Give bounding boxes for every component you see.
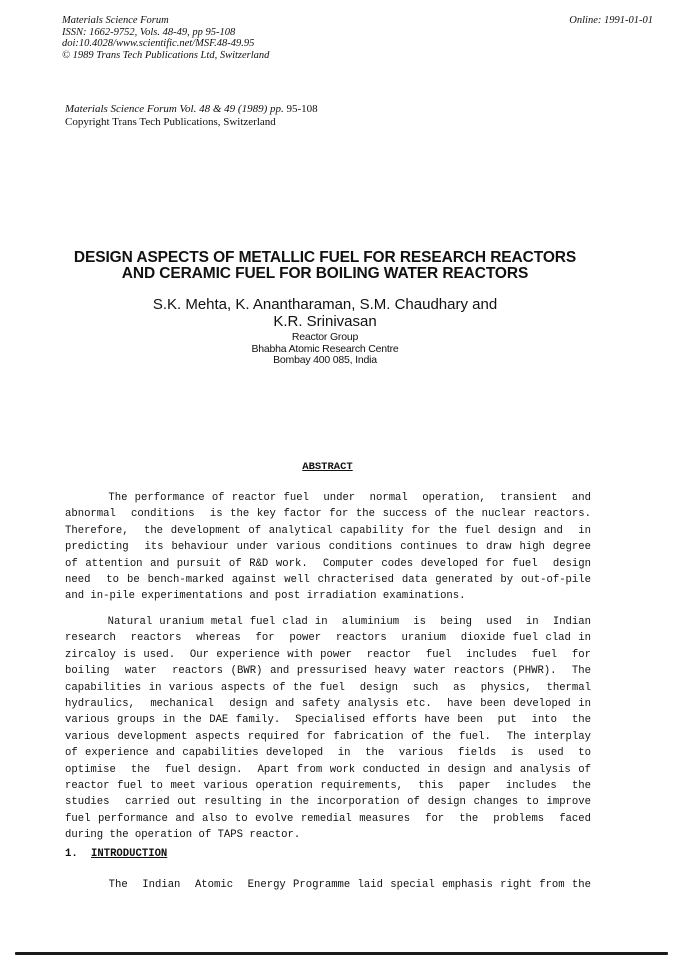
authors-line-2: K.R. Srinivasan bbox=[273, 313, 377, 330]
header-meta-left bbox=[62, 15, 269, 61]
copyright-line: © 1989 Trans Tech Publications Ltd, Switzerland bbox=[62, 49, 270, 61]
citation-block bbox=[65, 103, 318, 129]
text-line: boiling water reactors (BWR) and pressurised heavy water reactors (PHWR). The bbox=[65, 665, 591, 678]
affiliation-address: Bombay 400 085, India bbox=[273, 354, 377, 366]
affiliation-group: Reactor Group bbox=[291, 331, 359, 343]
text-line: research reactors whereas for power reactors uranium dioxide fuel clad in bbox=[65, 632, 591, 645]
text-line: during the operation of TAPS reactor. bbox=[65, 829, 301, 842]
text-line: various groups in the DAE family. Specialised efforts have been put into the bbox=[65, 714, 591, 727]
text-line: hydraulics, mechanical design and safety analysis etc. have been developed in bbox=[65, 698, 591, 711]
abstract-heading: ABSTRACT bbox=[302, 461, 353, 473]
text-line: studies carried out resulting in the incorporation of design changes to improve bbox=[65, 796, 591, 809]
online-date: Online: 1991-01-01 bbox=[569, 15, 653, 26]
text-line: The Indian Atomic Energy Programme laid special emphasis right from the bbox=[65, 879, 591, 891]
text-line: Natural uranium metal fuel clad in aluminium is being used in Indian bbox=[65, 616, 591, 628]
text-line: The performance of reactor fuel under normal operation, transient and bbox=[65, 492, 591, 504]
footer-rule bbox=[15, 952, 668, 955]
citation-line bbox=[65, 103, 318, 116]
affiliation bbox=[0, 332, 650, 367]
authors bbox=[0, 296, 650, 330]
affiliation-institution: Bhabha Atomic Research Centre bbox=[251, 342, 399, 355]
text-line: of experience and capabilities developed in the various fields is used to bbox=[65, 747, 591, 760]
authors-line-1: S.K. Mehta, K. Anantharaman, S.M. Chaudhary and bbox=[152, 296, 498, 313]
citation-journal: Materials Science Forum Vol. 48 & 49 (1989) pp. bbox=[65, 103, 284, 115]
text-line: need to be bench-marked against well chracterised data generated by out-of-pile bbox=[65, 574, 591, 587]
text-line: capabilities in various aspects of the fuel design such as physics, thermal bbox=[65, 681, 591, 694]
abstract-paragraph-1 bbox=[65, 490, 591, 605]
text-line: Therefore, the development of analytical capability for the fuel design and in bbox=[65, 524, 591, 537]
citation-pages: 95-108 bbox=[283, 103, 318, 115]
text-line: reactor fuel to meet various operation requirements, this paper includes the bbox=[65, 780, 591, 793]
title-line-2: AND CERAMIC FUEL FOR BOILING WATER REACTORS bbox=[121, 265, 529, 282]
text-line: predicting its behaviour under various conditions continues to draw high degree bbox=[65, 541, 591, 554]
text-line: fuel performance and also to evolve remedial measures for the problems faced bbox=[65, 812, 591, 825]
text-line: various development aspects required for fabrication of the fuel. The interplay bbox=[65, 730, 591, 743]
paper-title bbox=[0, 250, 650, 282]
text-line: optimise the fuel design. Apart from work conducted in design and analysis of bbox=[65, 763, 591, 776]
abstract-paragraph-2 bbox=[65, 614, 591, 844]
issn-line: ISSN: 1662-9752, Vols. 48-49, pp 95-108 bbox=[62, 26, 236, 38]
section-heading-introduction bbox=[65, 848, 167, 860]
citation-copyright: Copyright Trans Tech Publications, Switzerland bbox=[65, 116, 276, 128]
doi-line: doi:10.4028/www.scientific.net/MSF.48-49.95 bbox=[62, 38, 255, 49]
section-number: 1. bbox=[65, 848, 78, 860]
title-line-1: DESIGN ASPECTS OF METALLIC FUEL FOR RESEARCH REACTORS bbox=[73, 249, 577, 266]
text-line: abnormal conditions is the key factor for the success of the nuclear reactors. bbox=[65, 508, 591, 521]
introduction-paragraph bbox=[65, 877, 591, 893]
text-line: zircaloy is used. Our experience with power reactor fuel includes fuel for bbox=[65, 648, 591, 661]
section-title: INTRODUCTION bbox=[91, 848, 168, 860]
text-line: and in-pile experimentations and post irradiation examinations. bbox=[65, 590, 466, 603]
text-line: of attention and pursuit of R&D work. Computer codes developed for fuel design bbox=[65, 557, 591, 570]
journal-name: Materials Science Forum bbox=[62, 15, 169, 26]
